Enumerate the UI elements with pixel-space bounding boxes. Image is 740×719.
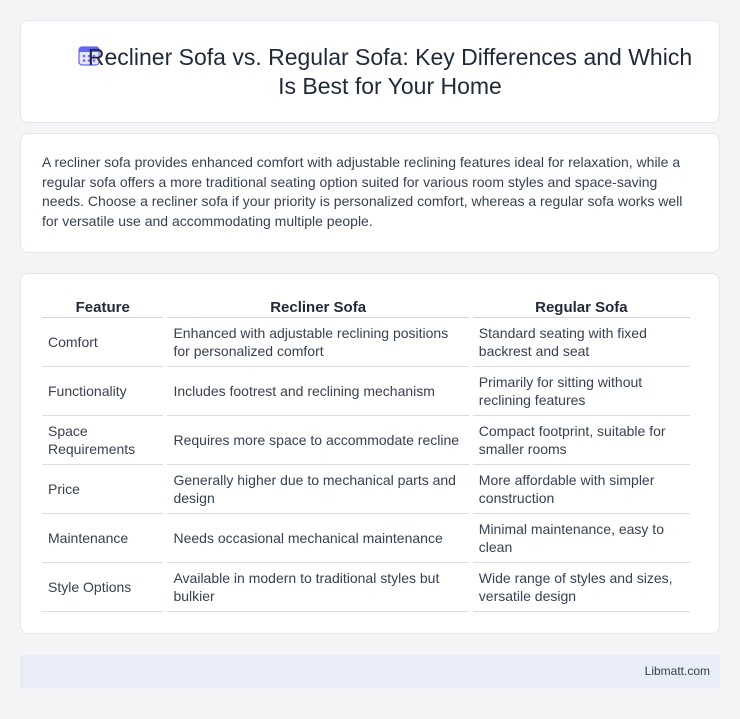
regular-cell: Standard seating with fixed backrest and seat: [473, 318, 690, 367]
regular-cell: More affordable with simpler construction: [473, 465, 690, 514]
header-recliner-sofa: Recliner Sofa: [167, 296, 468, 318]
feature-cell: Comfort: [42, 318, 163, 367]
feature-cell: Maintenance: [42, 514, 163, 563]
page-title: Recliner Sofa vs. Regular Sofa: Key Differences and Which Is Best for Your Home: [87, 44, 693, 99]
intro-card: [20, 133, 720, 253]
feature-cell: Space Requirements: [42, 416, 163, 465]
feature-cell: Style Options: [42, 563, 163, 612]
regular-cell: Minimal maintenance, easy to clean: [473, 514, 690, 563]
header-feature: Feature: [42, 296, 163, 318]
regular-cell: Primarily for sitting without reclining features: [473, 367, 690, 416]
footer-site-link[interactable]: Libmatt.com: [644, 664, 710, 678]
recliner-cell: Needs occasional mechanical maintenance: [167, 514, 468, 563]
table-row: [42, 563, 690, 612]
recliner-cell: Enhanced with adjustable reclining positions for personalized comfort: [167, 318, 468, 367]
recliner-cell: Generally higher due to mechanical parts and design: [167, 465, 468, 514]
regular-cell: Compact footprint, suitable for smaller rooms: [473, 416, 690, 465]
intro-paragraph: A recliner sofa provides enhanced comfort with adjustable reclining features ideal for relaxation, while a regular sofa offers a more traditional seating option suited for various room styles and space-saving needs. Choose a recliner sofa if your priority is personalized comfort, whereas a regular sofa works well for versatile use and accommodating multiple people.: [42, 154, 683, 229]
feature-cell: Functionality: [42, 367, 163, 416]
comparison-card: [20, 273, 720, 634]
table-row: [42, 318, 690, 367]
feature-cell: Price: [42, 465, 163, 514]
footer: [20, 655, 720, 688]
regular-cell: Wide range of styles and sizes, versatile design: [473, 563, 690, 612]
recliner-cell: Includes footrest and reclining mechanism: [167, 367, 468, 416]
recliner-cell: Available in modern to traditional styles but bulkier: [167, 563, 468, 612]
header-regular-sofa: Regular Sofa: [473, 296, 690, 318]
recliner-cell: Requires more space to accommodate recline: [167, 416, 468, 465]
table-row: [42, 465, 690, 514]
table-row: [42, 514, 690, 563]
table-header-row: [42, 296, 690, 318]
table-row: [42, 416, 690, 465]
comparison-table: [38, 296, 694, 612]
table-row: [42, 367, 690, 416]
title-card: [20, 20, 720, 123]
